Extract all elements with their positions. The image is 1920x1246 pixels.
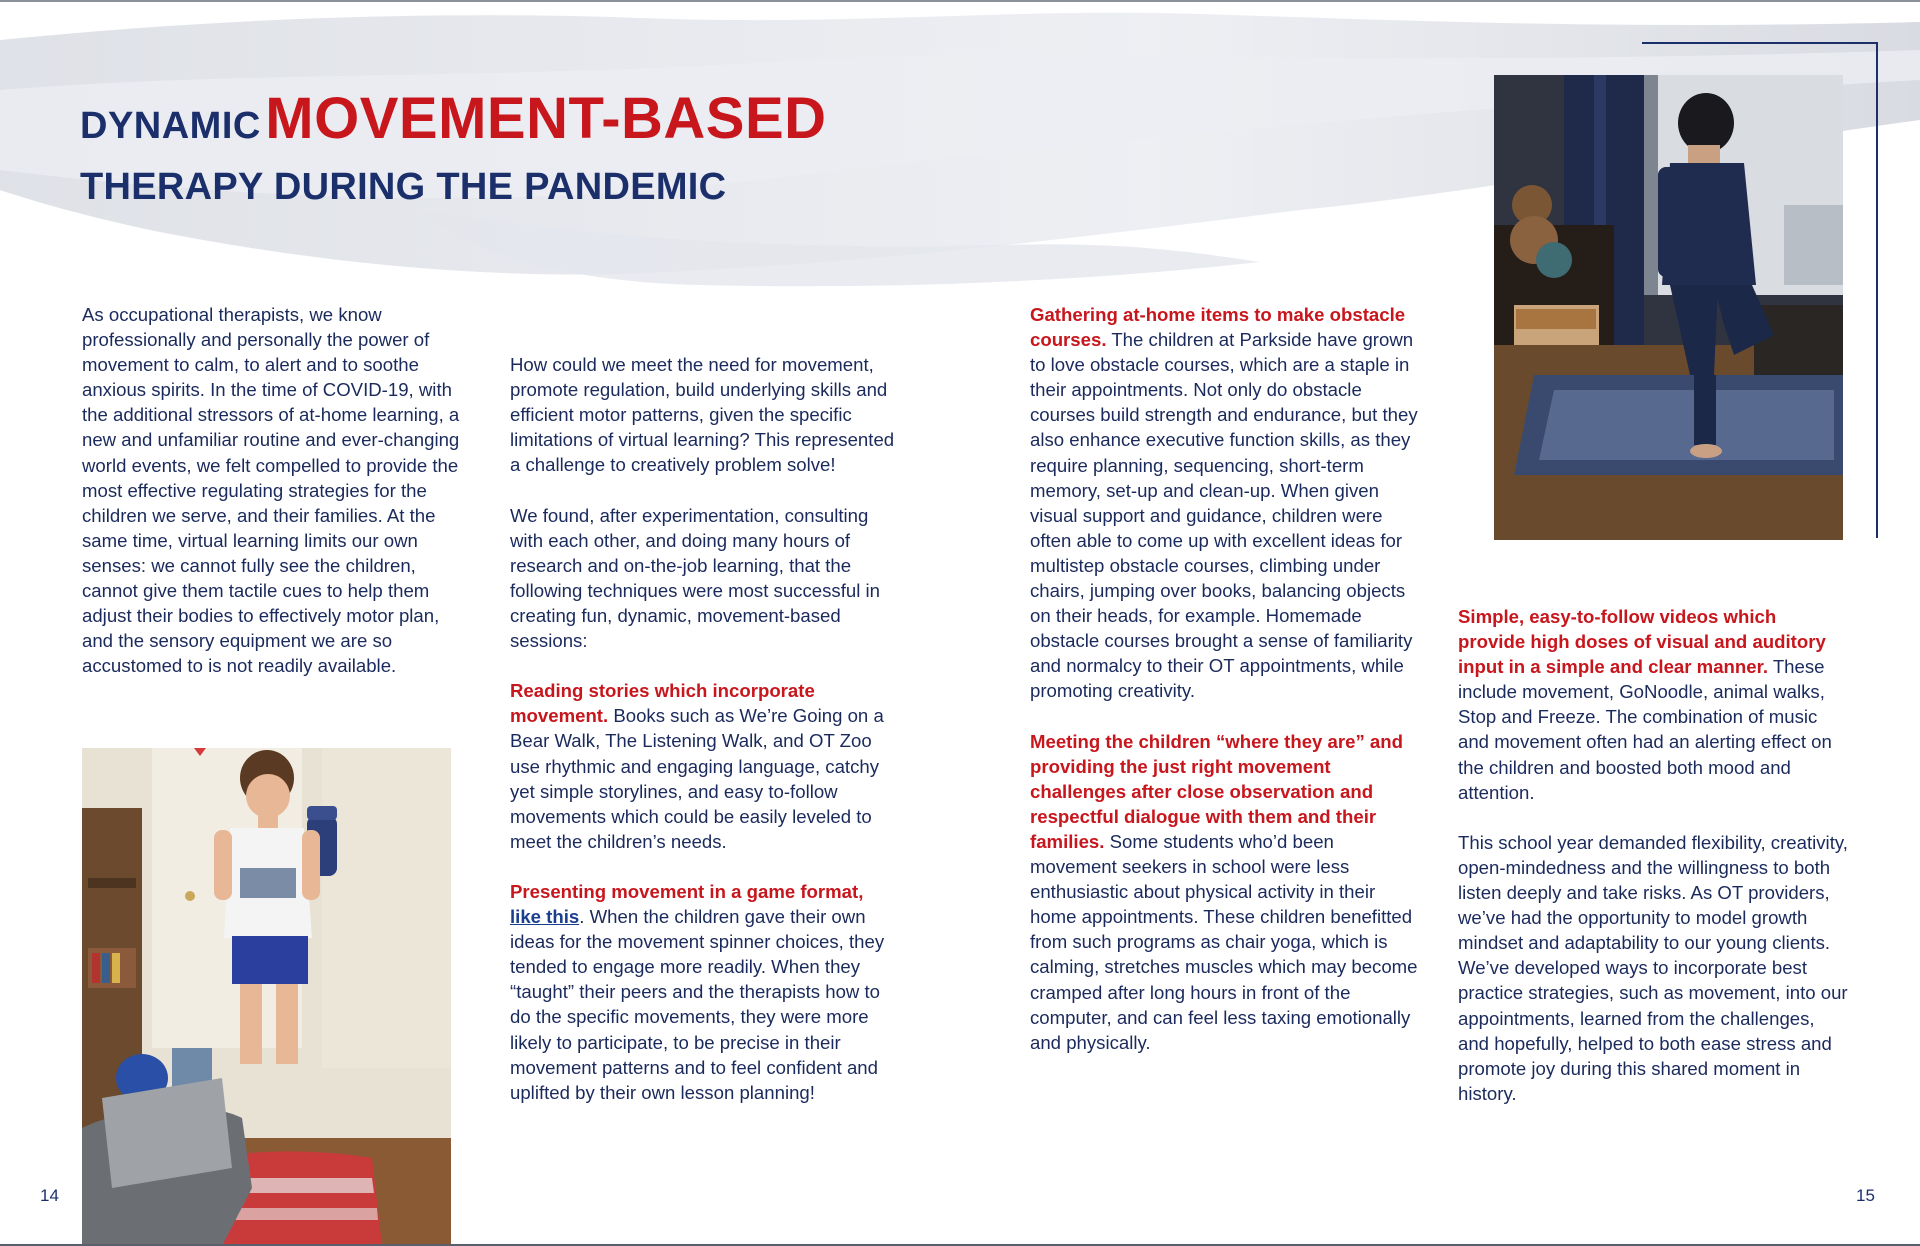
- obstacle-courses-heading: Gathering at-home items to make obstacle courses.: [1030, 304, 1406, 351]
- col3-paragraph-1: [1030, 302, 1420, 704]
- photo-boy-balancing-on-one-leg: [1494, 75, 1843, 540]
- col2-paragraph-3: [510, 678, 900, 854]
- page-number-right: 15: [1856, 1186, 1875, 1205]
- title-line-2: THERAPY DURING THE PANDEMIC: [80, 166, 727, 208]
- game-format-body: . When the children gave their own ideas for the movement spinner choices, they tended to engage more readily. When they “taught” their peers and the therapists how to do the specific movements, they were more likely to participate, to be precise in their movement patterns and to feel confident and uplifted by their own lesson planning!: [510, 906, 885, 1103]
- col2-paragraph-4: [510, 879, 900, 1105]
- col1-paragraph-1: As occupational therapists, we know professionally and personally the power of movement to calm, to alert and to soothe anxious spirits. In the time of COVID-19, with the additional stressors of at-home learning, a new and unfamiliar routine and ever-changing world events, we felt compelled to provide the most effective regulating strategies for the children we serve, and their families. At the same time, virtual learning limits our own senses: we cannot fully see the children, cannot give them tactile cues to help them adjust their bodies to effectively motor plan, and the sensory equipment we are so accustomed to is not readily available.: [82, 304, 460, 677]
- column-1: [82, 302, 462, 704]
- column-4: [1458, 604, 1848, 1131]
- game-format-heading: Presenting movement in a game format,: [510, 880, 864, 902]
- obstacle-courses-body: The children at Parkside have grown to love obstacle courses, which are a staple in their appointments. Not only do obstacle courses build strength and endurance, but they also enhance executive function skills, as they require planning, sequencing, short-term memory, set-up and clean-up. When given visual support and guidance, children were often able to come up with excellent ideas for multistep obstacle courses, climbing under chairs, jumping over books, balancing objects on their heads, for example. Homemade obstacle courses brought a sense of familiarity and normalcy to their OT appointments, while promoting creativity.: [1030, 329, 1418, 702]
- column-2: [510, 352, 900, 1130]
- title-dynamic: DYNAMIC: [80, 105, 261, 147]
- like-this-link[interactable]: like this: [510, 906, 580, 928]
- reading-stories-heading: Reading stories which incorporate movement.: [510, 680, 815, 727]
- meeting-children-heading: Meeting the children “where they are” and providing the just right movement challenges after close observation and respectful dialogue with them and their families.: [1030, 730, 1403, 852]
- videos-body: These include movement, GoNoodle, animal walks, Stop and Freeze. The combination of music and movement often had an alerting effect on the children and boosted both mood and attention.: [1458, 656, 1832, 803]
- meeting-children-body: Some students who’d been movement seekers in school were less enthusiastic about physical activity in their home appointments. These children benefitted from such programs as chair yoga, which is calming, stretches muscles which may become cramped after long hours in front of the computer, and can feel less taxing emotionally and physically.: [1030, 830, 1418, 1053]
- col2-paragraph-1: How could we meet the need for movement, promote regulation, build underlying skills and efficient motor patterns, given the specific limitations of virtual learning? This represented a challenge to creatively problem solve!: [510, 354, 895, 476]
- col4-paragraph-1: [1458, 604, 1848, 805]
- videos-heading: Simple, easy-to-follow videos which provide high doses of visual and auditory input in a simple and clear manner.: [1458, 606, 1826, 678]
- photo-frame-top: [1642, 42, 1878, 44]
- article-title: [80, 88, 980, 209]
- col4-paragraph-2: This school year demanded flexibility, creativity, open-mindedness and the willingness to both listen deeply and take risks. As OT providers, we’ve had the opportunity to model growth mindset and adaptability to our young clients. We’ve developed ways to incorporate best practice strategies, such as movement, into our appointments, learned from the challenges, and hopefully, helped to both ease stress and promote joy during this shared moment in history.: [1458, 831, 1848, 1104]
- photo-boy-standing-on-towel: [82, 748, 451, 1246]
- col3-paragraph-2: [1030, 729, 1420, 1055]
- column-3: [1030, 302, 1420, 1080]
- photo-frame-right: [1876, 42, 1878, 538]
- reading-stories-body: Books such as We’re Going on a Bear Walk, The Listening Walk, and OT Zoo use rhythmic and engaging language, catchy yet simple storylines, and easy to-follow movements which could be easily leveled to meet the children’s needs.: [510, 705, 884, 852]
- title-movement-based: MOVEMENT-BASED: [265, 86, 827, 151]
- col2-paragraph-2: We found, after experimentation, consulting with each other, and doing many hours of research and on-the-job learning, that the following techniques were most successful in creating fun, dynamic, movement-based sessions:: [510, 504, 880, 652]
- page-number-left: 14: [40, 1186, 59, 1205]
